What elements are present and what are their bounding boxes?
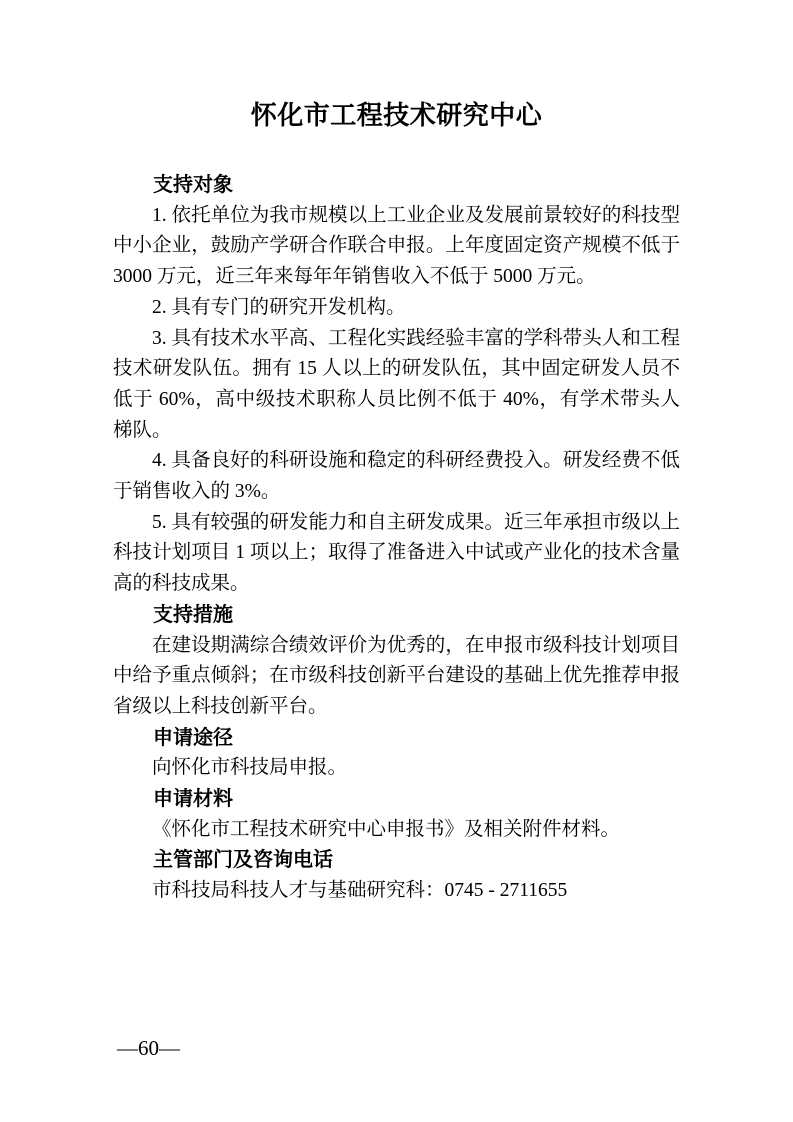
paragraph: 《怀化市工程技术研究中心申报书》及相关附件材料。 bbox=[152, 818, 621, 840]
paragraph: 1. 依托单位为我市规模以上工业企业及发展前景较好的科技型中小企业，鼓励产学研合作联合申报。上年度固定资产规模不低于 3000 万元，近三年来每年年销售收入不低于 5000 万元。 bbox=[113, 204, 680, 288]
section-heading-application-channel: 申请途径 bbox=[153, 726, 233, 749]
section-heading-authority-contact: 主管部门及咨询电话 bbox=[153, 849, 333, 872]
paragraph: 3. 具有技术水平高、工程化实践经验丰富的学科带头人和工程技术研发队伍。拥有 15 人以上的研发队伍，其中固定研发人员不低于 60%，高中级技术职称人员比例不低于 40%，有学术带头人梯队。 bbox=[113, 327, 680, 441]
section-authority-contact bbox=[113, 845, 680, 906]
page-title: 怀化市工程技术研究中心 bbox=[250, 101, 543, 130]
paragraph: 5. 具有较强的研发能力和自主研发成果。近三年承担市级以上科技计划项目 1 项以上；取得了准备进入中试或产业化的技术含量高的科技成果。 bbox=[113, 511, 680, 595]
paragraph: 4. 具备良好的科研设施和稳定的科研经费投入。研发经费不低于销售收入的 3%。 bbox=[113, 450, 680, 503]
section-support-targets bbox=[113, 170, 680, 600]
section-application-channel bbox=[113, 723, 680, 784]
document-content bbox=[113, 96, 680, 907]
section-heading-application-materials: 申请材料 bbox=[153, 788, 233, 811]
section-heading-support-targets: 支持对象 bbox=[153, 174, 233, 196]
paragraph: 在建设期满综合绩效评价为优秀的，在申报市级科技计划项目中给予重点倾斜；在市级科技创新平台建设的基础上优先推荐申报省级以上科技创新平台。 bbox=[113, 634, 680, 717]
paragraph: 市科技局科技人才与基础研究科：0745 - 2711655 bbox=[152, 880, 568, 902]
paragraph: 向怀化市科技局申报。 bbox=[152, 757, 348, 779]
paragraph: 2. 具有专门的研究开发机构。 bbox=[152, 296, 406, 318]
section-application-materials bbox=[113, 784, 680, 845]
page-number: —60— bbox=[117, 1036, 180, 1060]
section-heading-support-measures: 支持措施 bbox=[153, 603, 233, 626]
section-support-measures bbox=[113, 600, 680, 723]
